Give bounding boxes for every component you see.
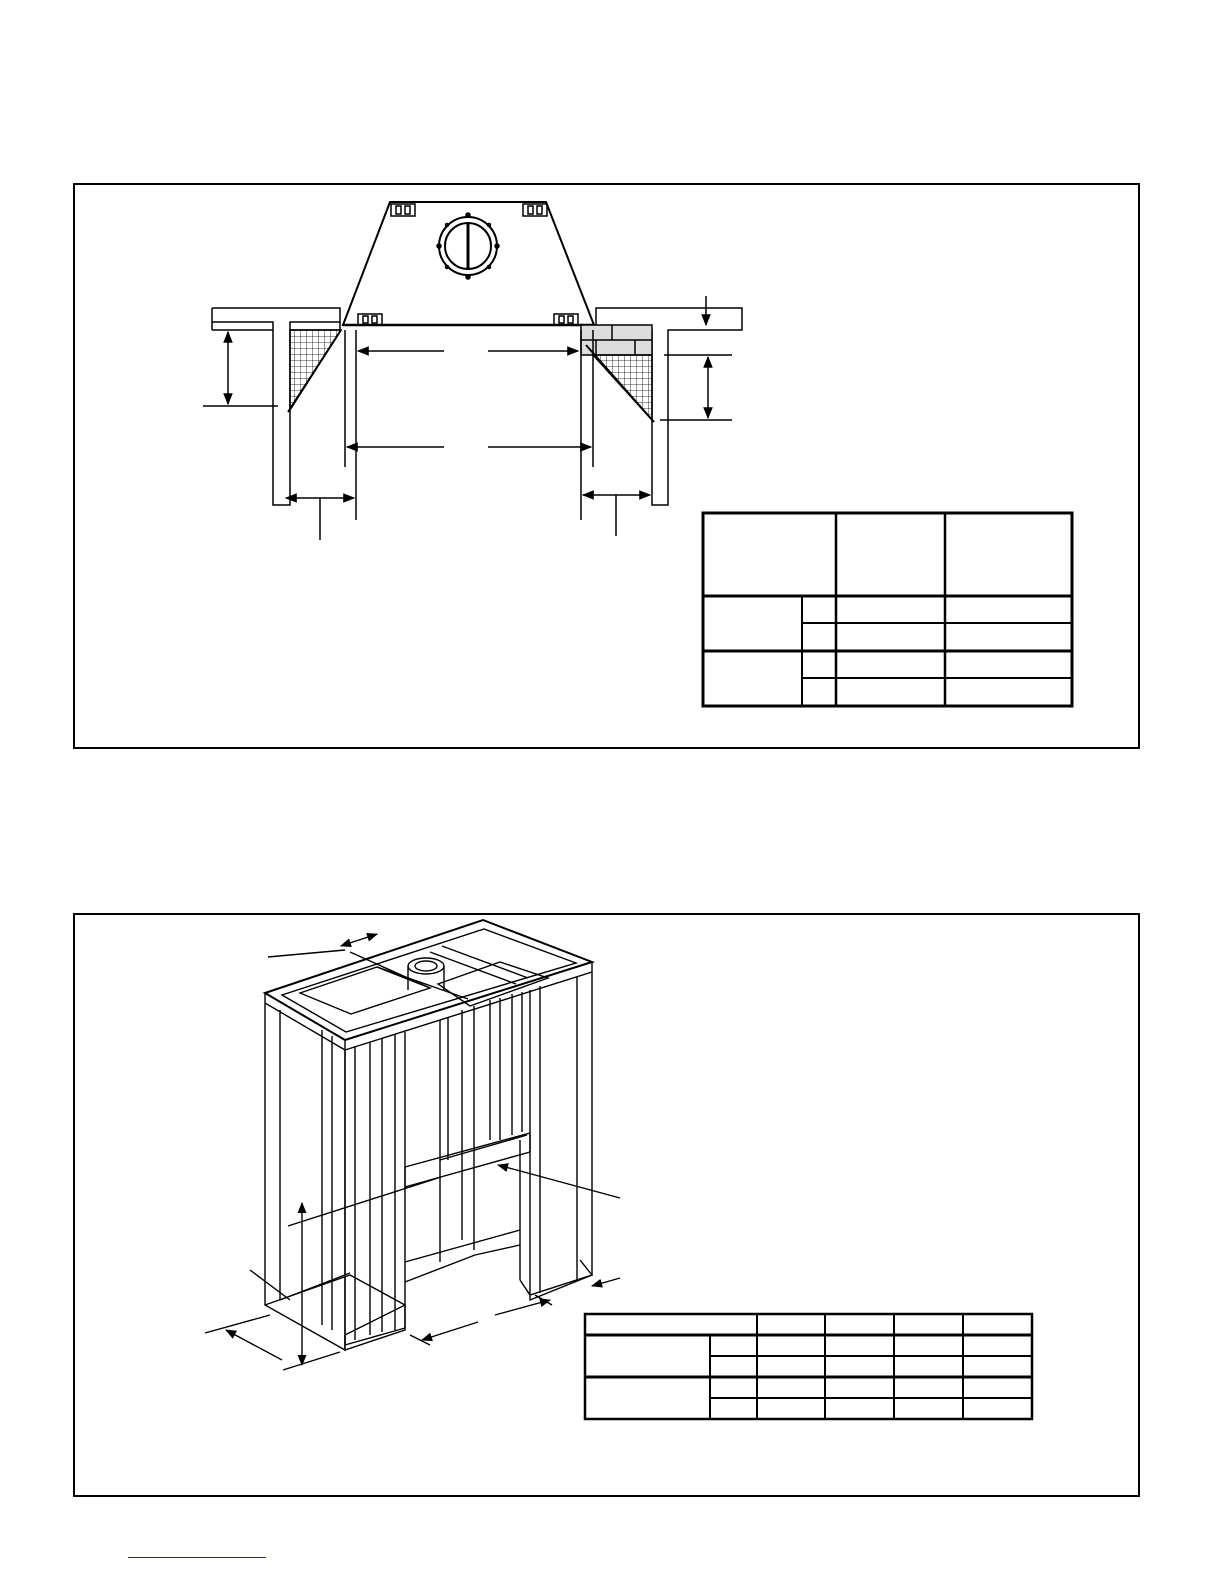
flue-collar-icon bbox=[437, 213, 499, 279]
side-depth-dim bbox=[592, 1278, 620, 1286]
header-leader bbox=[498, 1165, 620, 1198]
bottom-dimension-table bbox=[585, 1314, 1032, 1419]
framing-isometric bbox=[205, 920, 620, 1370]
page-link-underline[interactable] bbox=[128, 1557, 266, 1558]
opening-width-dim bbox=[422, 1322, 478, 1340]
top-bracket-left bbox=[391, 204, 415, 216]
bottom-bracket-right bbox=[554, 314, 578, 325]
header-beam bbox=[405, 1133, 530, 1187]
bottom-bracket-left bbox=[358, 314, 382, 325]
fireplace-plan-view bbox=[203, 202, 742, 540]
top-dimension-table bbox=[703, 513, 1072, 706]
depth-dim bbox=[226, 1330, 282, 1360]
top-bracket-right bbox=[523, 204, 547, 216]
top-clearance-dim bbox=[341, 934, 377, 946]
